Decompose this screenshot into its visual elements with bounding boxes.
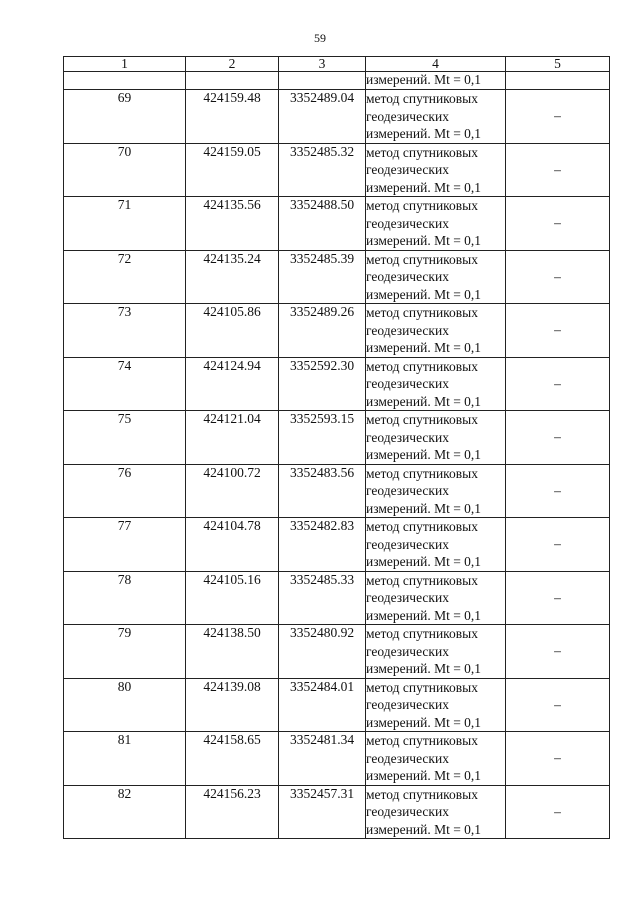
accuracy-dash: – — [506, 143, 610, 197]
method-line: геодезических — [366, 215, 449, 231]
method-description — [366, 90, 506, 144]
method-line: геодезических — [366, 108, 449, 124]
method-line: метод спутниковых — [366, 572, 478, 588]
method-description — [366, 250, 506, 304]
coord-y: 3352489.04 — [279, 90, 366, 144]
coord-y: 3352483.56 — [279, 464, 366, 518]
coord-x: 424135.24 — [186, 250, 279, 304]
table-row — [64, 732, 610, 786]
method-line: измерений. Mt = 0,1 — [366, 554, 482, 569]
method-line: измерений. Mt = 0,1 — [366, 821, 482, 837]
method-line: измерений. Mt = 0,1 — [366, 179, 482, 195]
point-number: 73 — [64, 304, 186, 358]
method-line: геодезических — [366, 322, 449, 338]
coord-x: 424105.16 — [186, 571, 279, 625]
method-line: геодезических — [366, 429, 449, 445]
accuracy-dash: – — [506, 304, 610, 358]
coord-y: 3352484.01 — [279, 678, 366, 732]
method-line: измерений. Mt = 0,1 — [366, 500, 482, 516]
coord-y: 3352457.31 — [279, 785, 366, 839]
method-line: геодезических — [366, 376, 449, 391]
method-description — [366, 571, 506, 625]
point-number: 80 — [64, 678, 186, 732]
accuracy-dash: – — [506, 732, 610, 786]
coord-y: 3352489.26 — [279, 304, 366, 358]
cont-cell-1 — [64, 72, 186, 90]
method-line: метод спутниковых — [366, 198, 478, 213]
method-line: измерений. Mt = 0,1 — [366, 393, 482, 409]
method-line: метод спутниковых — [366, 305, 478, 320]
method-line: метод спутниковых — [366, 251, 478, 267]
method-description — [366, 304, 506, 358]
method-line: измерений. Mt = 0,1 — [366, 768, 482, 783]
coord-y: 3352480.92 — [279, 625, 366, 679]
coord-x: 424105.86 — [186, 304, 279, 358]
method-line: измерений. Mt = 0,1 — [366, 286, 482, 302]
method-line: геодезических — [366, 269, 449, 284]
table-row — [64, 143, 610, 197]
header-col-4: 4 — [366, 57, 506, 72]
coord-y: 3352485.32 — [279, 143, 366, 197]
method-line: измерений. Mt = 0,1 — [366, 661, 482, 676]
coord-x: 424104.78 — [186, 518, 279, 572]
coord-x: 424138.50 — [186, 625, 279, 679]
cont-cell-5 — [506, 72, 610, 90]
point-number: 71 — [64, 197, 186, 251]
coord-y: 3352592.30 — [279, 357, 366, 411]
continuation-row — [64, 72, 610, 90]
method-line: метод спутниковых — [366, 733, 478, 748]
point-number: 78 — [64, 571, 186, 625]
coord-y: 3352485.39 — [279, 250, 366, 304]
method-description — [366, 464, 506, 518]
accuracy-dash: – — [506, 785, 610, 839]
coord-x: 424135.56 — [186, 197, 279, 251]
method-line: измерений. Mt = 0,1 — [366, 714, 482, 730]
point-number: 70 — [64, 143, 186, 197]
point-number: 72 — [64, 250, 186, 304]
point-number: 77 — [64, 518, 186, 572]
table-row — [64, 785, 610, 839]
method-description — [366, 143, 506, 197]
table-row — [64, 197, 610, 251]
accuracy-dash: – — [506, 464, 610, 518]
method-description — [366, 357, 506, 411]
table-row — [64, 518, 610, 572]
method-description — [366, 411, 506, 465]
method-line: метод спутниковых — [366, 144, 478, 160]
cont-cell-method: измерений. Mt = 0,1 — [366, 72, 506, 90]
method-line: геодезических — [366, 643, 449, 659]
coord-y: 3352593.15 — [279, 411, 366, 465]
method-line: метод спутниковых — [366, 465, 478, 481]
table-row — [64, 90, 610, 144]
header-col-3: 3 — [279, 57, 366, 72]
table-row — [64, 625, 610, 679]
method-line: геодезических — [366, 697, 449, 712]
method-line: измерений. Mt = 0,1 — [366, 233, 482, 248]
accuracy-dash: – — [506, 411, 610, 465]
header-row — [64, 57, 610, 72]
method-description — [366, 785, 506, 839]
method-line: метод спутниковых — [366, 358, 478, 374]
accuracy-dash: – — [506, 250, 610, 304]
method-line: метод спутниковых — [366, 786, 478, 802]
coord-x: 424124.94 — [186, 357, 279, 411]
header-col-2: 2 — [186, 57, 279, 72]
accuracy-dash: – — [506, 90, 610, 144]
table-row — [64, 304, 610, 358]
point-number: 74 — [64, 357, 186, 411]
accuracy-dash: – — [506, 678, 610, 732]
point-number: 75 — [64, 411, 186, 465]
method-line: измерений. Mt = 0,1 — [366, 447, 482, 462]
table-row — [64, 250, 610, 304]
point-number: 76 — [64, 464, 186, 518]
coord-y: 3352485.33 — [279, 571, 366, 625]
coord-x: 424159.48 — [186, 90, 279, 144]
method-line: метод спутниковых — [366, 91, 478, 106]
accuracy-dash: – — [506, 625, 610, 679]
method-line: геодезических — [366, 483, 449, 498]
point-number: 82 — [64, 785, 186, 839]
table-row — [64, 357, 610, 411]
coord-x: 424158.65 — [186, 732, 279, 786]
method-description — [366, 197, 506, 251]
accuracy-dash: – — [506, 518, 610, 572]
coord-x: 424139.08 — [186, 678, 279, 732]
point-number: 79 — [64, 625, 186, 679]
method-line: геодезических — [366, 804, 449, 819]
coord-x: 424121.04 — [186, 411, 279, 465]
coord-x: 424156.23 — [186, 785, 279, 839]
coord-y: 3352488.50 — [279, 197, 366, 251]
method-description — [366, 732, 506, 786]
accuracy-dash: – — [506, 571, 610, 625]
method-line: геодезических — [366, 536, 449, 552]
accuracy-dash: – — [506, 197, 610, 251]
coord-y: 3352482.83 — [279, 518, 366, 572]
method-description — [366, 625, 506, 679]
accuracy-dash: – — [506, 357, 610, 411]
cont-cell-3 — [279, 72, 366, 90]
method-line: геодезических — [366, 590, 449, 605]
method-description — [366, 518, 506, 572]
method-line: метод спутниковых — [366, 519, 478, 534]
point-number: 81 — [64, 732, 186, 786]
page-number: 59 — [314, 31, 326, 45]
method-line: метод спутниковых — [366, 679, 478, 695]
table-row — [64, 678, 610, 732]
coord-y: 3352481.34 — [279, 732, 366, 786]
header-col-5: 5 — [506, 57, 610, 72]
method-line: метод спутниковых — [366, 626, 478, 641]
cont-cell-2 — [186, 72, 279, 90]
method-line: метод спутниковых — [366, 412, 478, 427]
method-description — [366, 678, 506, 732]
coord-x: 424159.05 — [186, 143, 279, 197]
coordinates-table — [63, 56, 610, 839]
header-col-1: 1 — [64, 57, 186, 72]
method-line: измерений. Mt = 0,1 — [366, 607, 482, 623]
coord-x: 424100.72 — [186, 464, 279, 518]
point-number: 69 — [64, 90, 186, 144]
table-row — [64, 411, 610, 465]
table-row — [64, 571, 610, 625]
method-line: геодезических — [366, 750, 449, 766]
method-line: измерений. Mt = 0,1 — [366, 340, 482, 355]
method-line: измерений. Mt = 0,1 — [366, 126, 482, 141]
table-row — [64, 464, 610, 518]
method-line: геодезических — [366, 162, 449, 177]
